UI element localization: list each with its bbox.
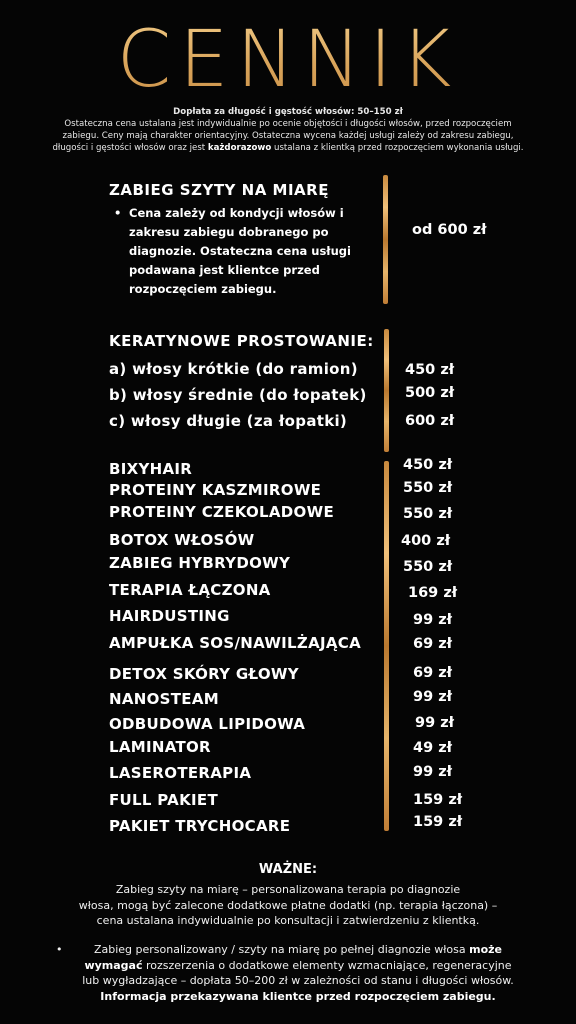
important-paragraph-2 <box>60 942 536 1004</box>
service-price: 99 zł <box>413 764 453 780</box>
service-label: FULL PAKIET <box>109 791 218 809</box>
service-price: 69 zł <box>413 636 453 652</box>
service-label: NANOSTEAM <box>109 690 219 708</box>
keratin-row-price: 450 zł <box>405 362 455 378</box>
intro-line-2: zabiegu. Ceny mają charakter orientacyjny. Ostateczna wycena każdej usługi zależy od zakresu zabiegu, <box>62 131 514 141</box>
intro-line-1: Ostateczna cena ustalana jest indywidualnie po ocenie objętości i długości włosów, przed rozpoczęciem <box>64 119 512 129</box>
service-label: LASEROTERAPIA <box>109 764 252 782</box>
intro-heading: Dopłata za długość i gęstość włosów: 50–150 zł <box>173 107 403 117</box>
important-paragraph-1 <box>40 882 536 929</box>
service-label: HAIRDUSTING <box>109 607 230 625</box>
page-title: CENNIK <box>0 10 576 110</box>
service-price: 550 zł <box>403 506 453 522</box>
important-bold: wymagać <box>84 958 143 972</box>
important-text: Zabieg personalizowany / szyty na miarę po pełnej diagnozie włosa <box>93 943 466 956</box>
service-label: PAKIET TRYCHOCARE <box>109 817 291 835</box>
service-label: BIXYHAIR <box>109 460 193 478</box>
keratin-row-label: c) włosy długie (za łopatki) <box>109 412 348 430</box>
intro-line-3-bold: każdorazowo <box>207 143 272 153</box>
keratin-row-label: b) włosy średnie (do łopatek) <box>109 386 367 404</box>
important-line: włosa, mogą być zalecone dodatkowe płatne dodatki (np. terapia łączona) – <box>78 898 498 912</box>
service-label: LAMINATOR <box>109 738 211 756</box>
service-price: 550 zł <box>403 559 453 575</box>
custom-line: Cena zależy od kondycji włosów i <box>129 206 344 220</box>
gold-divider <box>383 175 388 304</box>
service-price: 69 zł <box>413 665 453 681</box>
important-line: Zabieg szyty na miarę – personalizowana terapia po diagnozie <box>115 883 461 896</box>
custom-line: podawana jest klientce przed <box>129 263 320 277</box>
important-bold: może <box>469 943 503 956</box>
custom-description <box>129 204 351 299</box>
service-label: ZABIEG HYBRYDOWY <box>109 554 291 572</box>
service-price: 159 zł <box>413 814 463 830</box>
service-label: ODBUDOWA LIPIDOWA <box>109 715 306 733</box>
keratin-row-price: 600 zł <box>405 413 455 429</box>
service-price: 400 zł <box>401 533 451 549</box>
service-label: AMPUŁKA SOS/NAWILŻAJĄCA <box>109 634 361 652</box>
intro-line-3a: długości i gęstości włosów oraz jest <box>52 143 206 153</box>
keratin-title: KERATYNOWE PROSTOWANIE: <box>109 332 374 350</box>
service-label: TERAPIA ŁĄCZONA <box>109 581 271 599</box>
service-price: 169 zł <box>408 585 458 601</box>
custom-title: ZABIEG SZYTY NA MIARĘ <box>109 181 329 199</box>
service-price: 99 zł <box>413 612 453 628</box>
intro-line-3b: ustalana z klientką przed rozpoczęciem wykonania usługi. <box>274 143 524 153</box>
service-label: DETOX SKÓRY GŁOWY <box>109 665 299 683</box>
service-price: 99 zł <box>415 715 455 731</box>
important-text: rozszerzenia o dodatkowe elementy wzmacniające, regeneracyjne <box>146 958 512 972</box>
service-price: 99 zł <box>413 689 453 705</box>
service-price: 450 zł <box>403 457 453 473</box>
important-bullet: • <box>56 943 63 956</box>
custom-line: rozpoczęciem zabiegu. <box>129 282 277 296</box>
keratin-row-price: 500 zł <box>405 385 455 401</box>
service-price: 550 zł <box>403 480 453 496</box>
important-text: lub wygładzające – dopłata 50–200 zł w zależności od stanu i długości włosów. <box>82 974 514 987</box>
keratin-row-label: a) włosy krótkie (do ramion) <box>109 360 358 378</box>
service-price: 159 zł <box>413 792 463 808</box>
custom-line: diagnozie. Ostateczna cena usługi <box>129 244 351 258</box>
service-label: BOTOX WŁOSÓW <box>109 531 255 549</box>
important-title: WAŻNE: <box>258 862 318 877</box>
gold-divider <box>384 329 389 452</box>
intro-note <box>40 106 536 154</box>
service-price: 49 zł <box>413 740 453 756</box>
gold-divider <box>384 461 389 831</box>
important-line: cena ustalana indywidualnie po konsultacji i zatwierdzeniu z klientką. <box>96 914 480 927</box>
service-label: PROTEINY KASZMIROWE <box>109 481 322 499</box>
important-bold: Informacja przekazywana klientce przed rozpoczęciem zabiegu. <box>100 989 496 1003</box>
service-label: PROTEINY CZEKOLADOWE <box>109 503 334 521</box>
custom-line: zakresu zabiegu dobranego po <box>129 225 329 239</box>
custom-bullet: • <box>114 206 122 220</box>
custom-price: od 600 zł <box>412 222 487 238</box>
